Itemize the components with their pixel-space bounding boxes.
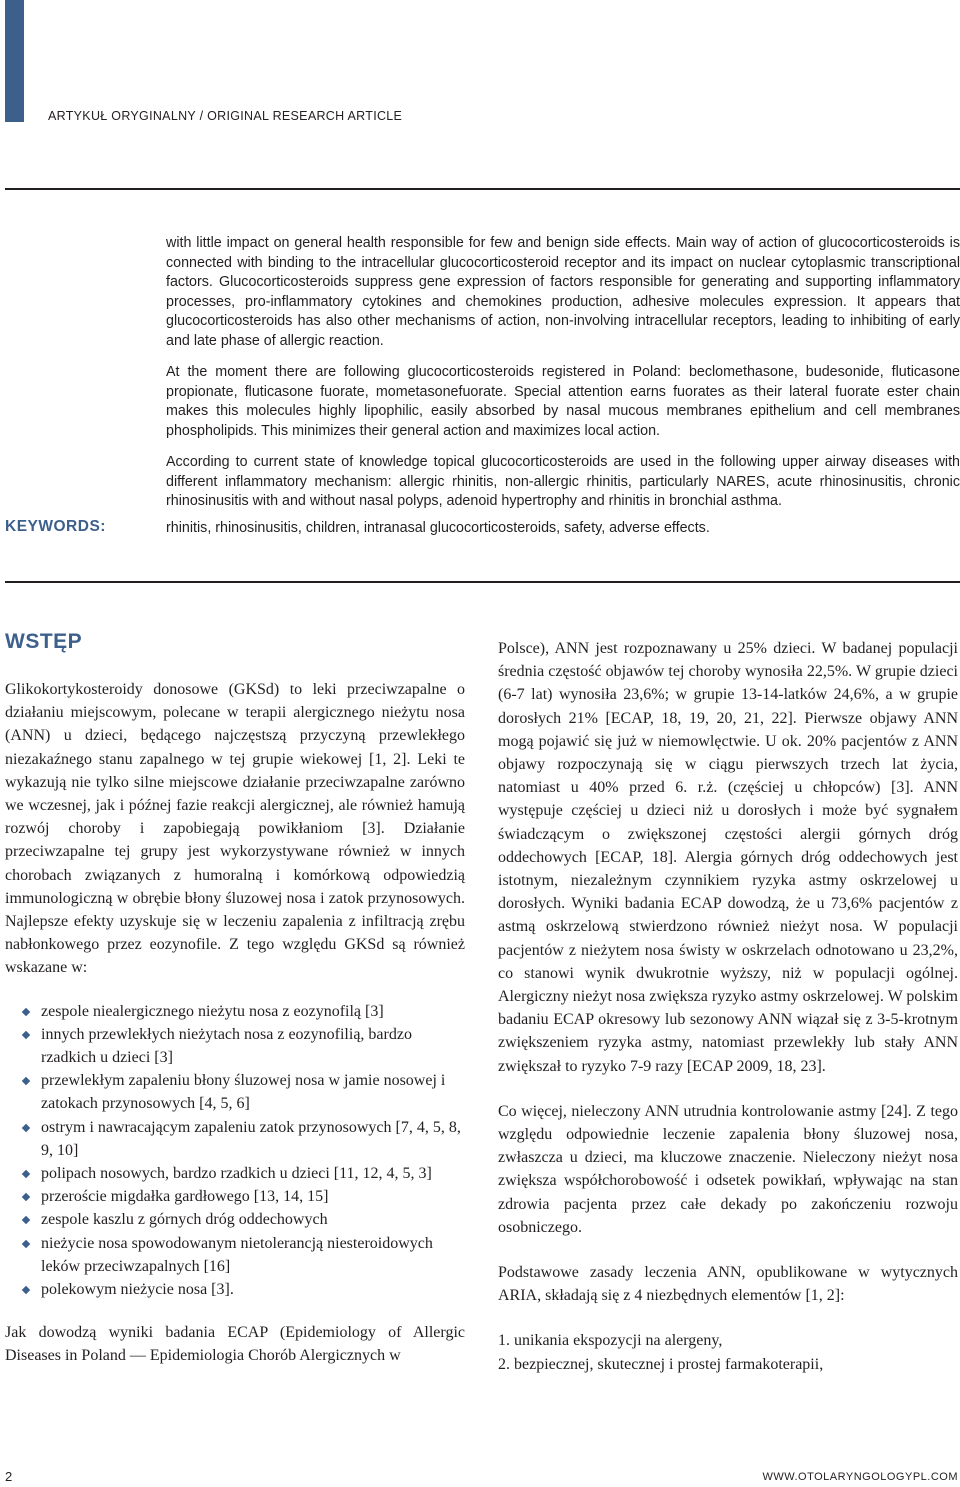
- list-item: 2. bezpiecznej, skutecznej i prostej farmakoterapii,: [498, 1355, 824, 1373]
- abstract-paragraph-3: According to current state of knowledge topical glucocorticosteroids are used in the following upper airway diseases with different inflammatory mechanism: allergic rhinitis, non-allergic rhinitis, particularly NARES, acute rhinosinusitis, chronic rhinosinusitis with and without nasal polyps, adenoid hypertrophy and rhinitis in bronchial asthma.: [166, 454, 960, 509]
- closing-paragraph: Jak dowodzą wyniki badania ECAP (Epidemiology of Allergic Diseases in Poland — Epidemiologia Chorób Alergicznych w: [5, 1324, 465, 1365]
- page-number: 2: [5, 1469, 13, 1484]
- list-item: polekowym nieżycie nosa [3].: [23, 1278, 465, 1301]
- list-item: 1. unikania ekspozycji na alergeny,: [498, 1332, 723, 1350]
- aria-elements-list: [498, 1329, 958, 1375]
- journal-url[interactable]: WWW.OTOLARYNGOLOGYPL.COM: [762, 1471, 958, 1483]
- list-item: przewlekłym zapaleniu błony śluzowej nosa w jamie nosowej i zatokach przynosowych [4, 5, 6]: [23, 1069, 465, 1115]
- abstract-paragraph-1: with little impact on general health responsible for few and benign side effects. Main way of action of glucocorticosteroids is connected with binding to the intracellular glucocorticosteroid receptor and its impact on nuclear cytoplasmic transcriptional factors. Glucocorticosteroids suppress gene expression of factors responsible for generating and supporting inflammatory processes, pro-inflammatory cytokines and chemokines production, adhesive molecules expression. It appears that glucocorticosteroids has also other mechanisms of action, non-involving intracellular receptors, leading to inhibiting of early and late phase of allergic reaction.: [166, 235, 960, 349]
- right-column: [498, 637, 958, 1376]
- intro-paragraph: Glikokortykosteroidy donosowe (GKSd) to leki przeciwzapalne o działaniu miejscowym, polecane w terapii alergicznego nieżytu nosa (ANN) u dzieci, będącego najczęstszą przyczyną przewlekłego niezakaźnego stanu zapalnego w tej grupie wiekowej [1, 2]. Leki te wykazują nie tylko silne miejscowe działanie przeciwzapalne zarówno we wczesnej, jak i późnej fazie reakcji alergicznej, ale również hamują rozwój choroby i zapobiegają powikłaniom [3]. Działanie przeciwzapalne tej grupy jest wykorzystywane również w innych chorobach związanych z humoralną i komórkową odpowiedzią immunologiczną w obrębie błony śluzowej nosa i zatok przynosowych. Najlepsze efekty uzyskuje się w leczeniu zapalenia z infiltracją zrębu nabłonkowego przez eozynofile. Z tego względu GKSd są również wskazane w:: [5, 681, 465, 977]
- paragraph-aria: Podstawowe zasady leczenia ANN, opublikowane w wytycznych ARIA, składają się z 4 niezbędnych elementów [1, 2]:: [498, 1264, 958, 1305]
- abstract-paragraph-2: At the moment there are following glucocorticosteroids registered in Poland: beclomethasone, budesonide, fluticasone propionate, fluticasone fuorate, mometasonefuorate. Special attention earns fuorates as their lateral fuorate ester chain makes this molecules highly lipophilic, easily absorbed by nasal mucous membranes epithelium and cell membranes phospholipids. This minimizes their general action and maximizes local action.: [166, 364, 960, 439]
- article-type-label: ARTYKUŁ ORYGINALNY / ORIGINAL RESEARCH ARTICLE: [48, 109, 403, 123]
- keywords-text: rhinitis, rhinosinusitis, children, intranasal glucocorticosteroids, safety, adverse effects.: [166, 520, 710, 536]
- abstract: [166, 234, 960, 524]
- list-item: zespole niealergicznego nieżytu nosa z eozynofilą [3]: [23, 1000, 465, 1023]
- list-item: innych przewlekłych nieżytach nosa z eozynofilią, bardzo rzadkich u dzieci [3]: [23, 1023, 465, 1069]
- list-item: zespole kaszlu z górnych dróg oddechowych: [23, 1208, 465, 1231]
- paragraph-epidemiology: Polsce), ANN jest rozpoznawany u 25% dzieci. W badanej populacji średnia częstość objawów tej choroby wynosiła 22,5%. W grupie dzieci (6-7 lat) wynosiła 23,6%; w grupie 13-14-latków 24,6%, a w grupie dorosłych 21% [ECAP, 18, 19, 20, 21, 22]. Pierwsze objawy ANN mogą pojawić się już w niemowlęctwie. U ok. 20% pacjentów z ANN objawy rozpoczynają się w ciągu pierwszych trzech lat życia, natomiast u 40% przed 6. r.ż. (częściej u chłopców) [3]. ANN występuje częściej u dzieci niż u dorosłych i może być sygnałem świadczącym o zwiększonej częstości alergii górnych dróg oddechowych [ECAP, 18]. Alergia górnych dróg oddechowych jest istotnym, niezależnym czynnikiem ryzyka astmy oskrzelowej u dorosłych. Wyniki badania ECAP dowodzą, że u 73,6% pacjentów z astmą oskrzelową stwierdzono również nieżyt nosa. W populacji pacjentów z nieżytem nosa świsty w oskrzelach odnotowano u 23,2%, co stanowi wynik dwukrotnie wyższy, niż w populacji ogólnej. Alergiczny nieżyt nosa zwiększa ryzyko astmy oskrzelowej. W polskim badaniu ECAP okresowy lub sezonowy ANN wiązał się z 3-5-krotnym zwiększeniem ryzyka astmy, natomiast przewlekły lub stały ANN zwiększał to ryzyko 7-9 razy [ECAP 2009, 18, 23].: [498, 640, 958, 1075]
- list-item: polipach nosowych, bardzo rzadkich u dzieci [11, 12, 4, 5, 3]: [23, 1162, 465, 1185]
- abstract-divider: [5, 581, 960, 583]
- list-item: przeroście migdałka gardłowego [13, 14, 15]: [23, 1185, 465, 1208]
- header-accent-bar: [5, 0, 24, 122]
- section-title-wstep: WSTĘP: [5, 630, 83, 653]
- indications-list: [5, 1000, 465, 1302]
- list-item: nieżycie nosa spowodowanym nietolerancją niesteroidowych leków przeciwzapalnych [16]: [23, 1232, 465, 1278]
- keywords-label: KEYWORDS:: [5, 518, 106, 535]
- left-column: [5, 628, 465, 1368]
- header-divider: [5, 188, 960, 190]
- paragraph-untreated: Co więcej, nieleczony ANN utrudnia kontrolowanie astmy [24]. Z tego względu odpowiednie leczenie zapalenia błony śluzowej nosa, zwłaszcza u dzieci, ma kluczowe znaczenie. Nieleczony nieżyt nosa zwiększa współchorobowość i odsetek powikłań, wpływając na stan zdrowia pacjenta przez całe dekady po zakończeniu rozwoju osobniczego.: [498, 1102, 958, 1236]
- list-item: ostrym i nawracającym zapaleniu zatok przynosowych [7, 4, 5, 8, 9, 10]: [23, 1116, 465, 1162]
